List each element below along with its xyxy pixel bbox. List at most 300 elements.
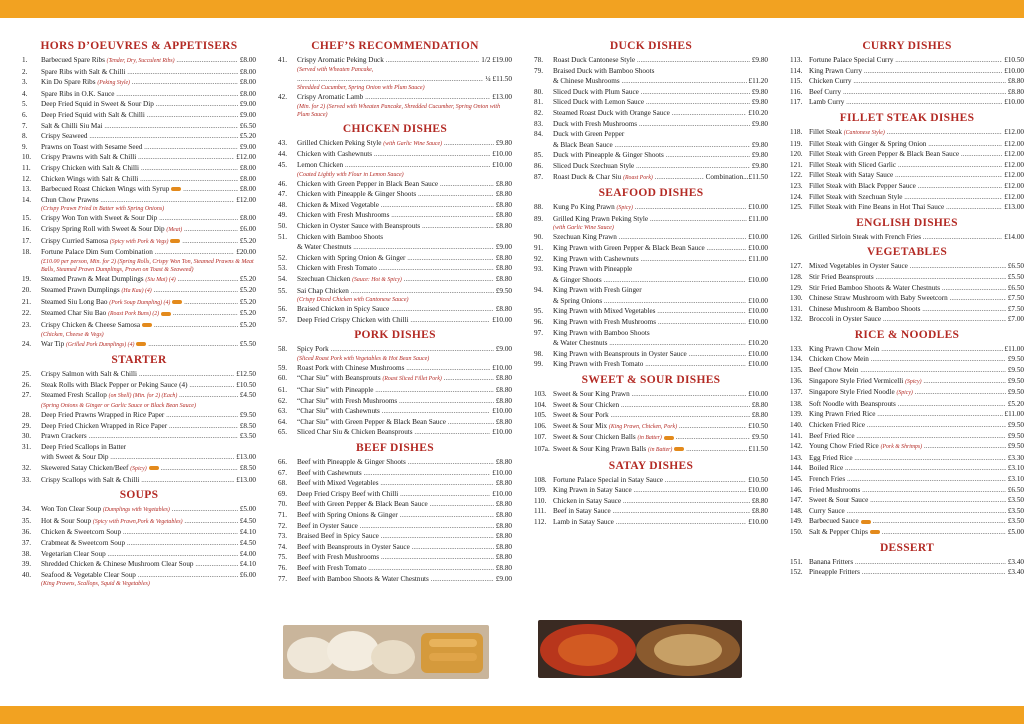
item-text [41,67,238,78]
item-name [553,77,747,85]
item-price: £12.00 [1004,127,1024,136]
item-text [809,516,1006,527]
menu-item [534,55,768,66]
item-text [553,475,746,486]
menu-item [22,236,256,248]
item-name-text: Kin Do Spare Ribs [41,78,96,87]
item-text [41,452,234,463]
menu-item [278,92,512,103]
item-name [809,442,1006,450]
item-name-text: Stir Fried Bamboo Shoots & Water Chestnuts [809,283,941,292]
item-name-text: Singapore Style Fried Vermicelli [809,376,904,385]
item-name-text: Hot & Sour Soup [41,516,92,525]
item-text [809,170,1002,181]
item-text [297,468,490,479]
item-text [41,236,238,248]
item-price: £8.80 [1007,77,1024,86]
item-text [553,140,750,151]
item-name-text: Chicken with Fresh Mushrooms [297,211,390,220]
menu-item [534,150,768,161]
item-name [297,543,494,551]
item-note: (Spicy with Pork & Vegs) [109,238,169,245]
menu-item [278,468,512,479]
menu-item [534,108,768,119]
item-price: £10.00 [492,407,512,416]
menu-item [534,389,768,400]
item-number: 59. [278,363,287,372]
item-name-text: with Sweet & Sour Dip [41,453,109,462]
item-name-text: King Prawn with Fresh Ginger [553,286,642,295]
item-number: 107. [534,433,547,442]
chili-icon [861,520,871,524]
item-name [297,254,494,262]
item-text [553,444,747,456]
item-text [553,243,746,254]
item-number: 45. [278,160,287,169]
item-note: (on Shell) (Min. for 2) (Each) [108,393,178,400]
item-text [41,274,238,286]
item-name [297,243,494,251]
item-text [41,121,238,132]
menu-item [790,567,1024,578]
item-price: £9.50 [751,433,768,442]
item-name [553,360,746,368]
item-number: 129. [790,283,803,292]
item-name [297,139,494,147]
item-text [297,552,494,563]
item-number: 10. [22,153,31,162]
item-number: 41. [278,56,287,64]
item-number: 96. [534,318,543,327]
item-number: 123. [790,181,803,190]
item-number: 114. [790,66,803,75]
item-price: £9.50 [1007,431,1024,440]
menu-item [790,399,1024,410]
item-number: 54. [278,274,287,283]
item-name [553,56,750,64]
item-name-text: Sweet & Sour King Prawn Balls [553,445,647,453]
menu-item [790,420,1024,431]
item-number: 38. [22,549,31,558]
item-name [809,203,1002,211]
item-name-text: Soft Noodle with Beansprouts [809,399,896,408]
menu-item [790,170,1024,181]
chili-icon [161,312,171,316]
item-text [297,55,479,66]
item-text [297,149,490,160]
item-note: (Dumplings with Vegetables) [102,507,170,514]
item-price: £9.80 [751,140,768,149]
item-note: (Spicy) [905,378,922,385]
item-price: £14.00 [1004,232,1024,241]
item-name [41,175,238,183]
item-name [297,287,494,295]
menu-item [278,478,512,489]
item-price [766,264,768,275]
item-number: 58. [278,345,287,354]
item-price: £4.00 [239,549,256,558]
item-text [297,574,494,585]
item-name-text: & Water Chestnuts [297,243,352,252]
section-title-sweet-sour-dishes: SWEET & SOUR DISHES [581,374,721,387]
item-name [297,553,494,561]
menu-item [278,385,512,396]
item-text [809,365,1006,376]
item-price: £8.50 [239,421,256,430]
item-name [41,56,238,64]
menu-item [22,410,256,421]
menu-item [278,542,512,553]
item-text [41,89,238,100]
item-name-text: Fortune Palace Special Curry [809,56,894,64]
menu-item [534,161,768,172]
section-title-curry-dishes: CURRY DISHES [862,40,952,52]
item-text [41,538,238,549]
item-text [809,202,1002,213]
item-text [41,570,238,581]
item-text [553,506,750,517]
menu-item [534,485,768,496]
item-name [809,475,1006,483]
item-name [553,307,746,315]
menu-item [534,264,768,275]
section-title-rice-noodles: RICE & NOODLES [854,328,960,341]
item-number: 98. [534,349,543,358]
item-name-text: King Prawn with Pineapple [553,265,633,274]
item-text [297,92,490,103]
menu-item [534,328,768,339]
item-name-text: King Prawn with Fresh Mushrooms [553,318,657,327]
item-text [41,142,238,153]
item-text [41,131,238,142]
item-name-text: Deep Fried Crispy Beef with Chilli [297,489,399,498]
item-text [297,274,494,286]
item-name-text: Crispy Salmon with Salt & Chilli [41,370,138,379]
item-text [41,297,238,309]
item-name-text: King Prawn Fried Rice [809,410,876,419]
item-name-text: Singapore Style Fried Noodle [809,388,895,397]
item-number: 37. [22,538,31,547]
item-name [297,364,490,372]
item-price: £11.00 [748,214,768,223]
menu-item [278,315,512,326]
item-number: 66. [278,458,287,467]
item-price: £5.20 [239,286,256,295]
item-name [297,56,479,64]
menu-item [22,131,256,142]
item-name [297,500,494,508]
item-price: £4.50 [239,538,256,547]
item-name-text: Steak Rolls with Black Pepper or Peking Sauce (4) [41,380,188,389]
item-number: 11. [22,163,31,172]
item-price: £12.00 [1004,150,1024,159]
item-number: 149. [790,517,803,526]
item-name-text: Chun Chow Prawns [41,195,99,204]
section-title-satay-dishes: SATAY DISHES [608,459,694,472]
item-text [297,263,494,274]
item-name [41,248,234,256]
item-name-text: “Char Siu” with Cashewnuts [297,407,380,416]
item-number: 67. [278,468,287,477]
item-name-text: Beef with Bamboo Shoots & Water Chestnuts [297,574,429,583]
item-text [553,338,746,349]
menu-item [534,517,768,528]
menu-item [534,359,768,370]
item-price: £10.50 [748,421,768,430]
item-price: £4.50 [239,516,256,525]
item-price: £8.80 [495,532,512,541]
item-text [297,344,494,355]
item-description: (Min. for 2) (Served with Wheaten Pancake, Shredded Cucumber, Spring Onion with Plum Sauce) [297,103,501,118]
item-number: 50. [278,221,287,230]
item-price: £10.00 [492,363,512,372]
item-note: (Pork Soup Dumpling) (4) [109,299,171,306]
item-price: £10.00 [492,428,512,437]
item-name [553,120,750,128]
item-text [41,308,238,320]
item-name [553,497,750,505]
item-text [297,189,494,200]
item-number: 57. [278,315,287,324]
item-note: (Spicy) [896,390,913,397]
menu-item [278,179,512,190]
menu-item [534,496,768,507]
item-price: £9.50 [1007,366,1024,375]
item-text [809,232,1002,243]
item-number: 86. [534,161,543,170]
item-text [809,354,1006,365]
item-price: £10.20 [748,108,768,117]
item-text [297,531,494,542]
item-number: 36. [22,528,31,537]
section-title-fillet-steak-dishes: FILLET STEAK DISHES [839,111,975,124]
item-text [553,55,750,66]
menu-item [278,417,512,428]
item-name-text: Chinese Mushroom & Bamboo Shoots [809,304,921,313]
item-name [297,564,494,572]
item-price: £8.80 [495,553,512,562]
item-number: 46. [278,179,287,188]
item-number: 138. [790,399,803,408]
item-text [553,389,746,400]
item-name [809,305,1006,313]
item-price: £8.80 [1007,87,1024,96]
menu-item [22,570,256,581]
item-price: £13.00 [492,93,512,102]
item-text [809,344,1003,355]
item-name-text: Chicken Wings with Salt & Chilli [41,174,139,183]
menu-item [790,463,1024,474]
item-price: £3.30 [1007,453,1024,462]
menu-item [22,308,256,320]
item-name [41,225,238,233]
item-name-text: Crispy Spring Roll with Sweet & Sour Dip [41,224,165,233]
menu-item [790,127,1024,139]
menu-item [22,247,256,258]
item-name-text: King Prawn Curry [809,66,863,75]
item-price: £8.80 [495,211,512,220]
item-name-text: Crispy Chicken with Salt & Chilli [41,163,140,172]
item-name-text: Sweet & Sour Chicken Balls [553,433,636,442]
item-name [553,433,750,441]
item-text [41,549,238,560]
item-number: 92. [534,254,543,263]
item-number: 32. [22,464,31,472]
item-text [41,195,234,206]
item-name-text: “Char Siu” with Fresh Mushrooms [297,396,398,405]
item-name [809,56,1002,64]
section-title-duck-dishes: DUCK DISHES [609,40,693,52]
item-note: (Tender, Dry, Succulent Ribs) [106,58,175,64]
item-name-text: Sweet & Sour Chicken [553,400,620,409]
item-price: £10.00 [492,150,512,159]
item-name-text: Beef in Satay Sauce [553,507,611,516]
item-text [297,427,490,438]
menu-item [790,66,1024,77]
item-price: £8.80 [495,221,512,230]
item-name [809,432,1006,440]
item-number: 135. [790,366,803,375]
item-name-text: Deep Fried Crispy Chicken with Chilli [297,315,409,324]
item-name-text: Crispy Scallops with Salt & Chilli [41,475,140,484]
item-text [809,261,1006,272]
item-price: £9.00 [495,574,512,583]
menu-item [534,275,768,286]
item-name [297,190,494,198]
item-name [553,141,750,149]
item-name [809,294,1006,302]
item-name-text: Fortune Palace Special in Satay Sauce [553,475,663,484]
item-name [809,193,1002,201]
item-note: (Pork & Shrimps) [880,444,923,451]
item-name [41,528,238,536]
item-price: £5.50 [1007,272,1024,281]
item-text [297,210,494,221]
item-text [41,99,238,110]
item-number: 78. [534,56,543,64]
item-name [41,443,126,451]
menu-item [790,474,1024,485]
item-number: 83. [534,119,543,128]
item-name-text: King Prawn Chow Mein [809,344,880,353]
item-text [41,475,234,486]
item-name-text: Fillet Steak with Satay Sauce [809,171,894,180]
menu-item [790,344,1024,355]
item-name-text: Fortune Palace Dim Sum Combination [41,248,153,257]
item-number: 42. [278,93,287,102]
item-number: 39. [22,560,31,569]
item-price: £5.00 [1007,527,1024,536]
item-name-text: Fillet Steak with Black Pepper Sauce [809,181,916,190]
item-number: 87. [534,172,543,181]
item-price: £10.00 [748,360,768,369]
item-name [297,345,494,353]
item-name-text: Chicken with Bamboo Shoots [297,232,384,241]
item-name-text: King Prawn with Bamboo Shoots [553,328,650,337]
item-name [41,309,238,317]
item-name [553,215,747,223]
item-number: 93. [534,265,543,274]
item-price: £10.00 [492,160,512,169]
menu-column-1 [22,36,256,588]
item-number: 4. [22,89,28,98]
item-text [809,567,1006,578]
item-number: 117. [790,98,803,107]
menu-item [22,224,256,236]
item-number: 47. [278,190,287,199]
item-name [41,143,238,151]
item-text [297,253,494,264]
item-name-text: Sweet & Sour Sauce [809,496,869,505]
item-text [553,66,766,77]
item-price: £5.20 [239,309,256,318]
item-description: (Coated Lightly with Flour in Lemon Sauce) [297,171,404,178]
item-text [809,76,1006,87]
item-name-text: Fillet Steak with Fine Beans in Hot Thai Sauce [809,203,945,212]
item-name [553,401,750,409]
item-name [809,528,1006,536]
item-name-text: Grilled Sirloin Steak with French Fries [809,232,921,241]
item-number [534,338,553,349]
menu-item [534,296,768,307]
item-price: £4.50 [239,391,256,400]
menu-item [534,66,768,77]
item-name [553,329,650,337]
item-number: 5. [22,100,28,109]
menu-item [22,195,256,206]
item-text [809,441,1006,453]
item-text [809,420,1006,431]
item-text [41,320,238,331]
item-name-text: Chicken with Pineapple & Ginger Shoots [297,190,417,199]
item-name-text: Beef with Spring Onions & Ginger [297,511,398,519]
item-name-text: Deep Fried Prawns Wrapped in Rice Paper [41,411,165,420]
item-text [297,478,494,489]
item-number: 148. [790,506,803,515]
item-name-text: Chicken with Spring Onion & Ginger [297,253,406,262]
item-text [553,254,747,265]
item-name [809,67,1002,75]
item-text [809,87,1006,98]
item-number: 7. [22,121,28,130]
item-name [41,370,234,378]
item-number: 134. [790,355,803,364]
menu-item [534,421,768,433]
item-text [553,161,750,172]
item-name-text: Beef with Cashewnuts [297,468,362,477]
menu-item [790,365,1024,376]
item-text [297,221,494,232]
item-text [809,485,1006,496]
item-text [553,108,746,119]
item-name [297,479,494,487]
item-number: 23. [22,321,31,330]
item-price: £10.00 [492,489,512,498]
item-price: £8.80 [495,542,512,551]
item-number: 27. [22,391,31,400]
item-price: £7.50 [1007,304,1024,313]
item-text [297,385,494,396]
item-number: 122. [790,171,803,180]
item-name-text: Steamed Prawn & Meat Dumplings [41,274,144,283]
item-price: £12.00 [236,195,256,204]
item-price: £6.00 [239,224,256,233]
item-number: 8. [22,132,28,141]
item-number: 13. [22,185,31,194]
item-text [809,387,1006,399]
item-note: (in Batter) [648,447,673,453]
item-number: 22. [22,309,31,318]
